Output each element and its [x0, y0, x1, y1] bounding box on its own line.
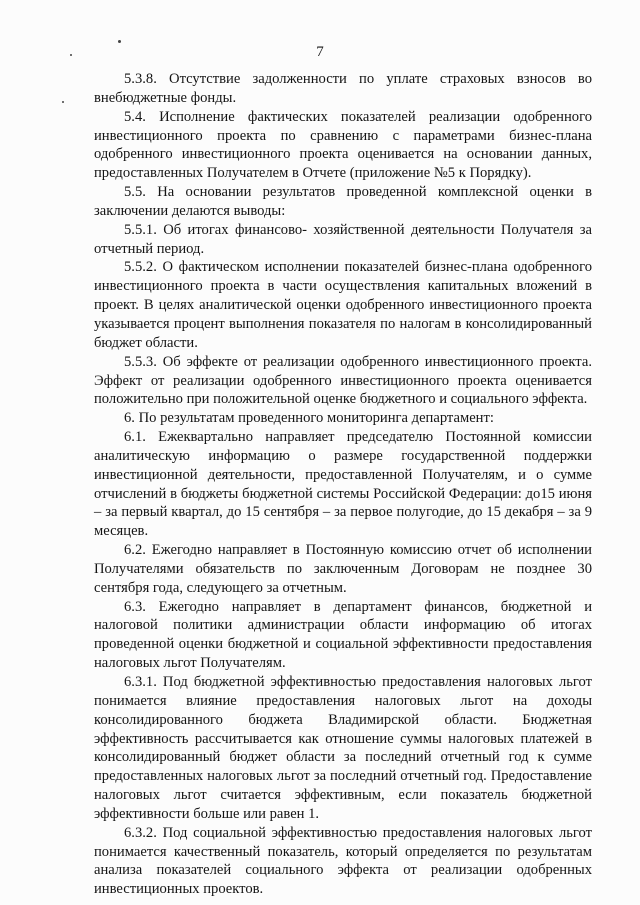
paragraph-6-3-2: 6.3.2. Под социальной эффективностью предоставления налоговых льгот понимается качественный показатель, который определяется по результатам анализа показателей социального эффекта от реализации одобренных инвестиционных проектов.	[94, 824, 592, 898]
paragraph-6-3: 6.3. Ежегодно направляет в департамент финансов, бюджетной и налоговой политики администрации области информацию об итогах проведенной оценки бюджетной и социальной эффективности предоставления налоговых льгот Получателям.	[94, 598, 592, 672]
paragraph-5-5: 5.5. На основании результатов проведенной комплексной оценки в заключении делаются выводы:	[94, 184, 592, 219]
paragraph-5-4: 5.4. Исполнение фактических показателей реализации одобренного инвестиционного проекта по сравнению с параметрами бизнес-плана одобренного инвестиционного проекта оценивается на основании данных, предоставленных Получателем в Отчете (приложение №5 к Порядку).	[94, 108, 592, 182]
paragraph-5-5-2: 5.5.2. О фактическом исполнении показателей бизнес-плана одобренного инвестиционного проекта в части осуществления капитальных вложений в проект. В целях аналитической оценки одобренного инвестиционного проекта указывается процент выполнения показателя по налогам в консолидированный бюджет области.	[94, 259, 592, 351]
paragraph-6-3-1: 6.3.1. Под бюджетной эффективностью предоставления налоговых льгот понимается влияние предоставления налоговых льгот на доходы консолидированного бюджета Владимирской области. Бюджетная эффективность рассчитывается как отношение суммы налоговых платежей в консолидированный бюджет области за последний отчетный год к сумме предоставленных налоговых льгот за последний отчетный год. Предоставление налоговых льгот считается эффективным, если показатель бюджетной эффективности больше или равен 1.	[94, 674, 592, 822]
paragraph-5-5-3: 5.5.3. Об эффекте от реализации одобренного инвестиционного проекта. Эффект от реализации одобренного инвестиционного проекта оценивается положительно при положительной оценке бюджетного и социального эффекта.	[94, 353, 592, 408]
paragraph-6: 6. По результатам проведенного мониторинга департамент:	[124, 410, 494, 427]
paragraph-6-2: 6.2. Ежегодно направляет в Постоянную комиссию отчет об исполнении Получателями обязательств по заключенным Договорам не позднее 30 сентября года, следующего за отчетным.	[94, 542, 592, 596]
page-number: 7	[316, 44, 324, 60]
document-body	[94, 70, 592, 899]
paragraph-5-5-1: 5.5.1. Об итогах финансово- хозяйственной деятельности Получателя за отчетный период.	[94, 221, 592, 257]
scan-speck	[118, 40, 121, 43]
scan-speck	[62, 101, 64, 103]
paragraph-5-3-8: 5.3.8. Отсутствие задолженности по уплате страховых взносов во внебюджетные фонды.	[94, 71, 592, 106]
paragraph-6-1: 6.1. Ежеквартально направляет председателю Постоянной комиссии аналитическую информацию о размере государственной поддержки инвестиционной деятельности, предоставленной Получателям, и о сумме отчислений в бюджеты бюджетной системы Российской Федерации: до15 июня – за первый квартал, до 15 сентября – за первое полугодие, до 15 декабря – за 9 месяцев.	[94, 429, 592, 540]
